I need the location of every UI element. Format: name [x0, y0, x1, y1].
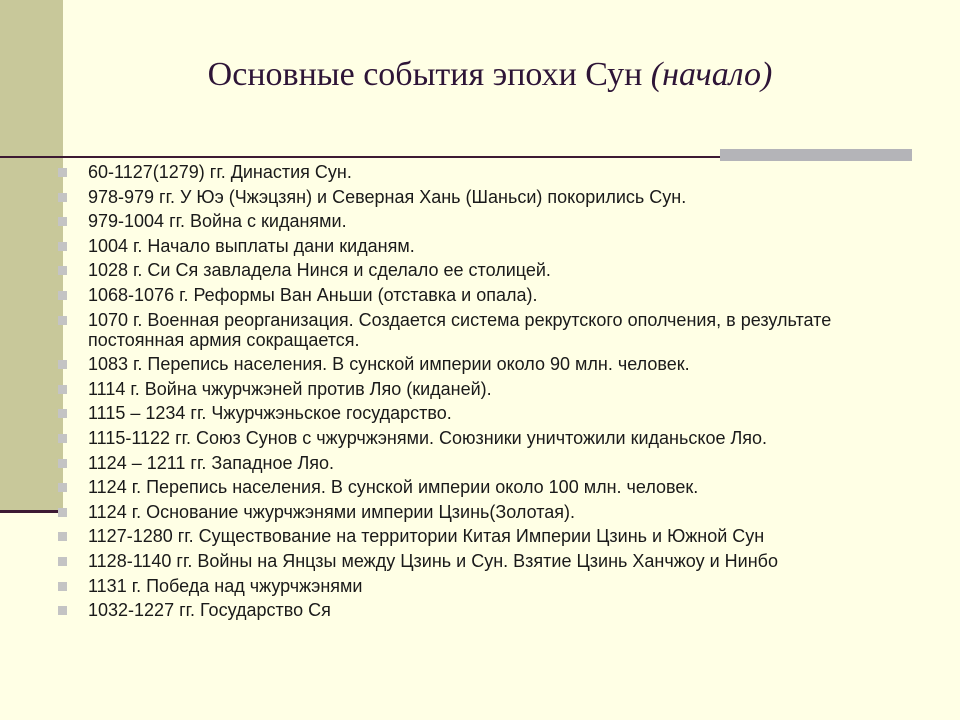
side-decor-bar	[0, 0, 63, 512]
event-item: 1083 г. Перепись населения. В сунской империи около 90 млн. человек.	[58, 354, 918, 374]
event-item: 1124 г. Перепись населения. В сунской империи около 100 млн. человек.	[58, 477, 918, 497]
event-item: 1124 – 1211 гг. Западное Ляо.	[58, 453, 918, 473]
title-italic: (начало)	[650, 56, 773, 93]
event-item: 1028 г. Си Ся завладела Нинся и сделало ее столицей.	[58, 260, 918, 280]
slide-title	[130, 56, 850, 94]
event-item: 1128-1140 гг. Войны на Янцзы между Цзинь и Сун. Взятие Цзинь Ханчжоу и Нинбо	[58, 551, 918, 571]
title-divider-accent	[720, 149, 912, 161]
event-item: 1124 г. Основание чжурчжэнями империи Цзинь(Золотая).	[58, 502, 918, 522]
event-item: 1004 г. Начало выплаты дани киданям.	[58, 236, 918, 256]
event-item: 979-1004 гг. Война с киданями.	[58, 211, 918, 231]
event-item: 1068-1076 г. Реформы Ван Аньши (отставка и опала).	[58, 285, 918, 305]
event-item: 1127-1280 гг. Существование на территории Китая Империи Цзинь и Южной Сун	[58, 526, 918, 546]
event-item: 1115 – 1234 гг. Чжурчжэньское государство.	[58, 403, 918, 423]
event-item: 1032-1227 гг. Государство Ся	[58, 600, 918, 620]
event-list	[58, 162, 918, 625]
event-item: 1070 г. Военная реорганизация. Создается система рекрутского ополчения, в результате постоянная армия сокращается.	[58, 310, 918, 350]
side-decor-line	[0, 510, 63, 513]
event-item: 978-979 гг. У Юэ (Чжэцзян) и Северная Хань (Шаньси) покорились Сун.	[58, 187, 918, 207]
event-item: 1115-1122 гг. Союз Сунов с чжурчжэнями. Союзники уничтожили киданьское Ляо.	[58, 428, 918, 448]
event-item: 60-1127(1279) гг. Династия Сун.	[58, 162, 918, 182]
event-item: 1131 г. Победа над чжурчжэнями	[58, 576, 918, 596]
event-item: 1114 г. Война чжурчжэней против Ляо (киданей).	[58, 379, 918, 399]
title-main: Основные события эпохи Сун	[207, 56, 643, 93]
